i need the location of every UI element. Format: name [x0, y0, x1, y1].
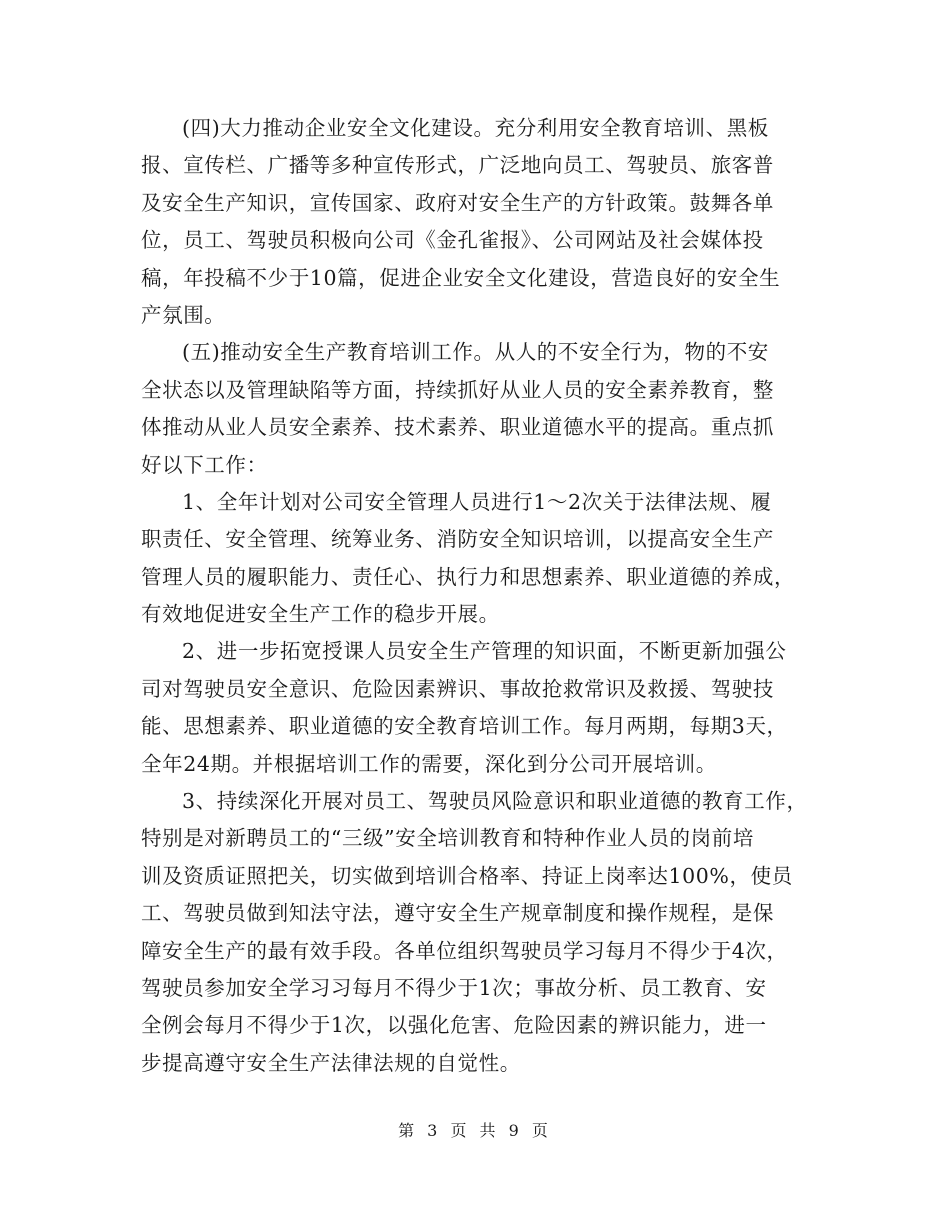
paragraph-line: 位，员工、驾驶员积极向公司《金孔雀报》、公司网站及社会媒体投	[141, 228, 764, 253]
paragraph-line: 驾驶员参加安全学习习每月不得少于1次；事故分析、员工教育、安	[141, 975, 767, 1000]
paragraph-line: 报、宣传栏、广播等多种宣传形式，广泛地向员工、驾驶员、旅客普	[141, 153, 774, 178]
paragraph-line: 步提高遵守安全生产法律法规的自觉性。	[141, 1050, 521, 1075]
paragraph-line: 3、持续深化开展对员工、驾驶员风险意识和职业道德的教育工作，	[182, 789, 808, 814]
paragraph-line: 及安全生产知识，宣传国家、政府对安全生产的方针政策。鼓舞各单	[141, 190, 774, 215]
paragraph-line: 产氛围。	[141, 302, 226, 327]
paragraph-line: 全例会每月不得少于1次，以强化危害、危险因素的辨识能力，进一	[141, 1013, 767, 1038]
paragraph-line: 司对驾驶员安全意识、危险因素辨识、事故抢救常识及救援、驾驶技	[141, 676, 774, 701]
paragraph-line: 管理人员的履职能力、责任心、执行力和思想素养、职业道德的养成，	[141, 564, 796, 589]
paragraph-line: 2、进一步拓宽授课人员安全生产管理的知识面，不断更新加强公	[182, 639, 787, 664]
paragraph-line: 体推动从业人员安全素养、技术素养、职业道德水平的提高。重点抓	[141, 415, 774, 440]
paragraph-line: 全年24期。并根据培训工作的需要，深化到分公司开展培训。	[141, 751, 717, 776]
paragraph-line: (五)推动安全生产教育培训工作。从人的不安全行为，物的不安	[182, 340, 769, 365]
page-number-footer: 第 3 页 共 9 页	[398, 1121, 552, 1140]
paragraph-line: 障安全生产的最有效手段。各单位组织驾驶员学习每月不得少于4次，	[141, 938, 788, 963]
paragraph-line: 稿，年投稿不少于10篇，促进企业安全文化建设，营造良好的安全生	[141, 265, 781, 290]
paragraph-line: 全状态以及管理缺陷等方面，持续抓好从业人员的安全素养教育，整	[141, 377, 774, 402]
paragraph-line: (四)大力推动企业安全文化建设。充分利用安全教育培训、黑板	[182, 116, 769, 140]
paragraph-line: 特别是对新聘员工的“三级”安全培训教育和特种作业人员的岗前培	[141, 826, 754, 851]
document-body	[141, 110, 813, 1082]
paragraph-line: 职责任、安全管理、统筹业务、消防安全知识培训，以提高安全生产	[141, 527, 774, 552]
paragraph-line: 工、驾驶员做到知法守法，遵守安全生产规章制度和操作规程，是保	[141, 901, 774, 926]
paragraph-line: 能、思想素养、职业道德的安全教育培训工作。每月两期，每期3天，	[141, 714, 788, 739]
paragraph-line: 训及资质证照把关，切实做到培训合格率、持证上岗率达100%，使员	[141, 863, 793, 888]
paragraph-line: 有效地促进安全生产工作的稳步开展。	[141, 602, 500, 627]
paragraph-line: 好以下工作：	[141, 452, 268, 477]
paragraph-line: 1、全年计划对公司安全管理人员进行1～2次关于法律法规、履	[182, 489, 772, 514]
